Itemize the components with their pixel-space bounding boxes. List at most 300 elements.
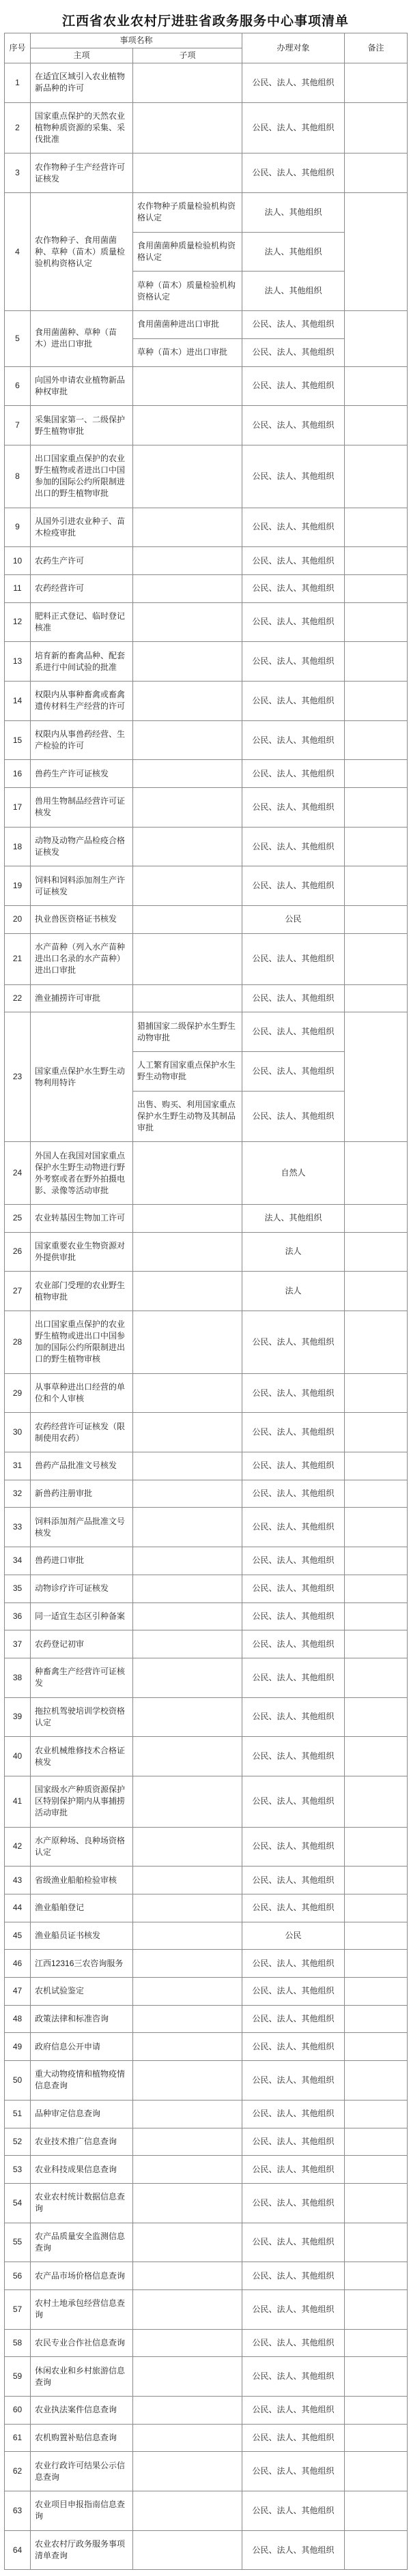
main-item-name: 政府信息公开申请 (31, 2033, 133, 2061)
applicant-object: 公民、法人、其他组织 (242, 1091, 345, 1142)
main-item-name: 水产原种场、良种场资格认定 (31, 1827, 133, 1867)
note-cell (345, 366, 408, 406)
table-row (5, 1373, 408, 1413)
sub-item-name (133, 1867, 242, 1894)
note-cell (345, 602, 408, 642)
matters-table-body (5, 33, 408, 2570)
sub-item-name (133, 63, 242, 103)
main-item-name: 农药生产许可 (31, 547, 133, 575)
table-row (5, 1602, 408, 1630)
sub-item-name (133, 2128, 242, 2156)
sub-item-name (133, 1272, 242, 1311)
table-header-row (5, 33, 408, 48)
main-item-name: 省级渔业船舶检验审核 (31, 1867, 133, 1894)
row-number: 58 (5, 2329, 31, 2357)
table-row (5, 760, 408, 788)
row-number: 3 (5, 153, 31, 193)
applicant-object: 公民、法人、其他组织 (242, 2424, 345, 2452)
table-row (5, 720, 408, 760)
main-item-name: 兽药进口审批 (31, 1547, 133, 1575)
main-item-name: 外国人在我国对国家重点保护水生野生动物进行野外考察或者在野外拍摄电影、录像等活动审批 (31, 1142, 133, 1205)
note-cell (345, 1776, 408, 1827)
main-item-name: 农产品市场价格信息查询 (31, 2262, 133, 2290)
note-cell (345, 2061, 408, 2101)
applicant-object: 公民、法人、其他组织 (242, 574, 345, 602)
note-cell (345, 682, 408, 721)
note-cell (345, 102, 408, 153)
note-cell (345, 906, 408, 934)
table-row (5, 1452, 408, 1480)
sub-item-name (133, 1776, 242, 1827)
note-cell (345, 1547, 408, 1575)
row-number: 35 (5, 1575, 31, 1602)
main-item-name: 农业执法案件信息查询 (31, 2397, 133, 2425)
table-row (5, 788, 408, 828)
row-number: 36 (5, 1602, 31, 1630)
main-item-name: 出口国家重点保护的农业野生植物或进出口中国参加的国际公约所限制进出口的野生植物审核 (31, 1311, 133, 1374)
main-item-name: 重大动物疫情和植物疫情信息查询 (31, 2061, 133, 2101)
applicant-object: 公民、法人、其他组织 (242, 102, 345, 153)
note-cell (345, 984, 408, 1012)
applicant-object: 公民、法人、其他组织 (242, 508, 345, 547)
row-number: 51 (5, 2100, 31, 2128)
document-title: 江西省农业农村厅进驻省政务服务中心事项清单 (61, 14, 349, 29)
row-number: 41 (5, 1776, 31, 1827)
sub-item-name (133, 153, 242, 193)
main-item-name: 农药登记初审 (31, 1630, 133, 1658)
sub-item-name (133, 1413, 242, 1452)
note-cell (345, 2262, 408, 2290)
applicant-object: 公民、法人、其他组织 (242, 1012, 345, 1052)
table-row (5, 311, 408, 339)
note-cell (345, 1894, 408, 1922)
sub-item-name (133, 2262, 242, 2290)
applicant-object: 公民、法人、其他组织 (242, 1894, 345, 1922)
row-number: 21 (5, 933, 31, 984)
note-cell (345, 63, 408, 103)
main-item-name: 政策法律和标准咨询 (31, 2005, 133, 2033)
applicant-object: 公民、法人、其他组织 (242, 2530, 345, 2570)
note-cell (345, 1413, 408, 1452)
sub-item-name: 食用菌菌种进出口审批 (133, 311, 242, 339)
table-row (5, 1547, 408, 1575)
sub-item-name (133, 1373, 242, 1413)
main-item-name: 国家重要农业生物资源对外提供审批 (31, 1232, 133, 1272)
note-cell (345, 508, 408, 547)
applicant-object: 公民、法人、其他组织 (242, 1452, 345, 1480)
row-number: 4 (5, 193, 31, 311)
sub-item-name (133, 1950, 242, 1978)
main-item-name: 国家重点保护水生野生动物利用特许 (31, 1012, 133, 1142)
applicant-object: 公民、法人、其他组织 (242, 2289, 345, 2329)
row-number: 47 (5, 1978, 31, 2006)
sub-item-name (133, 760, 242, 788)
applicant-object: 公民、法人、其他组织 (242, 1508, 345, 1547)
note-cell (345, 1602, 408, 1630)
note-cell (345, 1142, 408, 1205)
applicant-object: 公民、法人、其他组织 (242, 1950, 345, 1978)
row-number: 9 (5, 508, 31, 547)
note-cell (345, 406, 408, 445)
note-cell (345, 1575, 408, 1602)
applicant-object: 公民、法人、其他组织 (242, 1697, 345, 1737)
sub-item-name (133, 1311, 242, 1374)
row-number: 59 (5, 2357, 31, 2397)
applicant-object: 公民 (242, 1922, 345, 1950)
table-row (5, 1894, 408, 1922)
main-item-name: 动物及动物产品检疫合格证核发 (31, 827, 133, 866)
table-row (5, 602, 408, 642)
sub-item-name (133, 1480, 242, 1508)
sub-item-name (133, 2452, 242, 2491)
row-number: 44 (5, 1894, 31, 1922)
note-cell (345, 1373, 408, 1413)
applicant-object: 公民、法人、其他组织 (242, 2223, 345, 2262)
row-number: 27 (5, 1272, 31, 1311)
applicant-object: 公民、法人、其他组织 (242, 2183, 345, 2223)
applicant-object: 法人、其他组织 (242, 1204, 345, 1232)
sub-item-name: 草种（苗木）进出口审批 (133, 338, 242, 366)
applicant-object: 公民、法人、其他组织 (242, 2452, 345, 2491)
sub-item-name (133, 1508, 242, 1547)
sub-item-name (133, 102, 242, 153)
table-row (5, 2530, 408, 2570)
applicant-object: 公民、法人、其他组织 (242, 866, 345, 906)
note-cell (345, 1978, 408, 2006)
main-item-name: 农作物种子生产经营许可证核发 (31, 153, 133, 193)
table-row (5, 1480, 408, 1508)
note-cell (345, 2357, 408, 2397)
note-cell (345, 1950, 408, 1978)
sub-item-name (133, 1452, 242, 1480)
sub-item-name: 出售、购买、利用国家重点保护水生野生动物及其制品审批 (133, 1091, 242, 1142)
applicant-object: 公民、法人、其他组织 (242, 1658, 345, 1697)
table-row (5, 642, 408, 682)
note-cell (345, 1827, 408, 1867)
row-number: 45 (5, 1922, 31, 1950)
sub-item-name (133, 508, 242, 547)
main-item-name: 采集国家第一、二级保护野生植物审批 (31, 406, 133, 445)
main-item-name: 农业转基因生物加工许可 (31, 1204, 133, 1232)
applicant-object: 法人 (242, 1272, 345, 1311)
table-row (5, 1142, 408, 1205)
row-number: 14 (5, 682, 31, 721)
row-number: 37 (5, 1630, 31, 1658)
note-cell (345, 153, 408, 193)
table-row (5, 2033, 408, 2061)
applicant-object: 公民、法人、其他组织 (242, 1547, 345, 1575)
applicant-object: 法人、其他组织 (242, 232, 345, 272)
row-number: 32 (5, 1480, 31, 1508)
sub-item-name (133, 1827, 242, 1867)
table-row (5, 1978, 408, 2006)
sub-item-name (133, 642, 242, 682)
table-row (5, 2424, 408, 2452)
note-cell (345, 193, 408, 311)
sub-item-name (133, 1547, 242, 1575)
note-cell (345, 827, 408, 866)
row-number: 19 (5, 866, 31, 906)
table-row (5, 102, 408, 153)
main-item-name: 水产苗种（列入水产苗种进出口名录的水产苗种）进出口审批 (31, 933, 133, 984)
main-item-name: 农产品质量安全监测信息查询 (31, 2223, 133, 2262)
applicant-object: 公民、法人、其他组织 (242, 2061, 345, 2101)
main-item-name: 出口国家重点保护的农业野生植物或者进出口中国参加的国际公约所限制进出口的野生植物审批 (31, 445, 133, 508)
note-cell (345, 1480, 408, 1508)
applicant-object: 公民、法人、其他组织 (242, 1978, 345, 2006)
main-item-name: 同一适宜生态区引种备案 (31, 1602, 133, 1630)
table-row (5, 1575, 408, 1602)
sub-item-name (133, 720, 242, 760)
row-number: 34 (5, 1547, 31, 1575)
table-row (5, 1232, 408, 1272)
sub-item-name (133, 2289, 242, 2329)
sub-item-name (133, 1602, 242, 1630)
applicant-object: 公民、法人、其他组织 (242, 602, 345, 642)
sub-item-name (133, 2033, 242, 2061)
main-item-name: 农业农村厅政务服务事项清单查询 (31, 2530, 133, 2570)
note-cell (345, 445, 408, 508)
row-number: 55 (5, 2223, 31, 2262)
row-number: 12 (5, 602, 31, 642)
applicant-object: 公民、法人、其他组织 (242, 2329, 345, 2357)
main-item-name: 农业科技成果信息查询 (31, 2156, 133, 2184)
row-number: 30 (5, 1413, 31, 1452)
sub-item-name (133, 1204, 242, 1232)
header-object: 办理对象 (242, 33, 345, 63)
table-row (5, 153, 408, 193)
main-item-name: 食用菌菌种、草种（苗木）进出口审批 (31, 311, 133, 366)
applicant-object: 公民、法人、其他组织 (242, 63, 345, 103)
row-number: 49 (5, 2033, 31, 2061)
row-number: 20 (5, 906, 31, 934)
table-row (5, 508, 408, 547)
sub-item-name: 食用菌菌种质量检验机构资格认定 (133, 232, 242, 272)
table-row (5, 2128, 408, 2156)
row-number: 18 (5, 827, 31, 866)
sub-item-name (133, 2061, 242, 2101)
table-row (5, 2100, 408, 2128)
note-cell (345, 2100, 408, 2128)
note-cell (345, 2033, 408, 2061)
table-row (5, 2223, 408, 2262)
applicant-object: 公民、法人、其他组织 (242, 2397, 345, 2425)
main-item-name: 农业技术推广信息查询 (31, 2128, 133, 2156)
applicant-object: 公民、法人、其他组织 (242, 1630, 345, 1658)
table-row (5, 1697, 408, 1737)
table-row (5, 1413, 408, 1452)
table-row (5, 2357, 408, 2397)
note-cell (345, 1508, 408, 1547)
sub-item-name (133, 1697, 242, 1737)
applicant-object: 公民、法人、其他组织 (242, 1373, 345, 1413)
note-cell (345, 1012, 408, 1142)
main-item-name: 肥料正式登记、临时登记核准 (31, 602, 133, 642)
table-row (5, 1508, 408, 1547)
applicant-object: 公民、法人、其他组织 (242, 547, 345, 575)
sub-item-name (133, 1232, 242, 1272)
row-number: 62 (5, 2452, 31, 2491)
applicant-object: 公民、法人、其他组织 (242, 1575, 345, 1602)
applicant-object: 公民、法人、其他组织 (242, 1602, 345, 1630)
applicant-object: 公民、法人、其他组织 (242, 1827, 345, 1867)
main-item-name: 农机试验鉴定 (31, 1978, 133, 2006)
row-number: 46 (5, 1950, 31, 1978)
applicant-object: 公民、法人、其他组织 (242, 2100, 345, 2128)
note-cell (345, 1452, 408, 1480)
table-row (5, 933, 408, 984)
note-cell (345, 1697, 408, 1737)
table-row (5, 2005, 408, 2033)
applicant-object: 公民、法人、其他组织 (242, 760, 345, 788)
table-row (5, 2289, 408, 2329)
table-row (5, 406, 408, 445)
note-cell (345, 933, 408, 984)
row-number: 28 (5, 1311, 31, 1374)
applicant-object: 法人、其他组织 (242, 193, 345, 233)
applicant-object: 公民、法人、其他组织 (242, 311, 345, 339)
main-item-name: 种畜禽生产经营许可证核发 (31, 1658, 133, 1697)
row-number: 6 (5, 366, 31, 406)
sub-item-name (133, 1894, 242, 1922)
applicant-object: 公民、法人、其他组织 (242, 1867, 345, 1894)
table-row (5, 2183, 408, 2223)
main-item-name: 渔业船员证书核发 (31, 1922, 133, 1950)
main-item-name: 国家重点保护的天然农业植物种质资源的采集、采伐批准 (31, 102, 133, 153)
applicant-object: 法人 (242, 1232, 345, 1272)
row-number: 48 (5, 2005, 31, 2033)
sub-item-name (133, 682, 242, 721)
main-item-name: 农业部门受理的农业野生植物审批 (31, 1272, 133, 1311)
table-row (5, 984, 408, 1012)
sub-item-name (133, 1575, 242, 1602)
applicant-object: 公民、法人、其他组织 (242, 642, 345, 682)
table-row (5, 574, 408, 602)
sub-item-name (133, 866, 242, 906)
header-no: 序号 (5, 33, 31, 63)
row-number: 10 (5, 547, 31, 575)
note-cell (345, 2530, 408, 2570)
main-item-name: 农药经营许可证核发（限制使用农药） (31, 1413, 133, 1452)
main-item-name: 饲料添加剂产品批准文号核发 (31, 1508, 133, 1547)
row-number: 52 (5, 2128, 31, 2156)
sub-item-name (133, 2424, 242, 2452)
sub-item-name (133, 933, 242, 984)
row-number: 33 (5, 1508, 31, 1547)
row-number: 56 (5, 2262, 31, 2290)
main-item-name: 动物诊疗许可证核发 (31, 1575, 133, 1602)
main-item-name: 休闲农业和乡村旅游信息查询 (31, 2357, 133, 2397)
table-row (5, 1950, 408, 1978)
applicant-object: 公民、法人、其他组织 (242, 1776, 345, 1827)
sub-item-name (133, 788, 242, 828)
applicant-object: 公民、法人、其他组织 (242, 1480, 345, 1508)
row-number: 53 (5, 2156, 31, 2184)
row-number: 2 (5, 102, 31, 153)
note-cell (345, 2397, 408, 2425)
main-item-name: 从事草种进出口经营的单位和个人审核 (31, 1373, 133, 1413)
table-row (5, 366, 408, 406)
sub-item-name (133, 2491, 242, 2531)
note-cell (345, 1737, 408, 1776)
sub-item-name: 猎捕国家二级保护水生野生动物审批 (133, 1012, 242, 1052)
table-row (5, 1311, 408, 1374)
applicant-object: 公民、法人、其他组织 (242, 2033, 345, 2061)
sub-item-name: 人工繁育国家重点保护水生野生动物审批 (133, 1051, 242, 1091)
main-item-name: 在适宜区域引入农业植物新品种的许可 (31, 63, 133, 103)
sub-item-name (133, 2005, 242, 2033)
applicant-object: 公民、法人、其他组织 (242, 2128, 345, 2156)
row-number: 26 (5, 1232, 31, 1272)
row-number: 7 (5, 406, 31, 445)
applicant-object: 自然人 (242, 1142, 345, 1205)
row-number: 63 (5, 2491, 31, 2531)
note-cell (345, 1272, 408, 1311)
note-cell (345, 1311, 408, 1374)
main-item-name: 新兽药注册审批 (31, 1480, 133, 1508)
applicant-object: 公民、法人、其他组织 (242, 682, 345, 721)
table-row (5, 445, 408, 508)
row-number: 43 (5, 1867, 31, 1894)
row-number: 57 (5, 2289, 31, 2329)
table-row (5, 1776, 408, 1827)
note-cell (345, 2005, 408, 2033)
table-row (5, 1867, 408, 1894)
sub-item-name: 农作物种子质量检验机构资格认定 (133, 193, 242, 233)
row-number: 5 (5, 311, 31, 366)
applicant-object: 公民、法人、其他组织 (242, 1311, 345, 1374)
table-row (5, 1658, 408, 1697)
applicant-object: 公民、法人、其他组织 (242, 984, 345, 1012)
row-number: 64 (5, 2530, 31, 2570)
row-number: 29 (5, 1373, 31, 1413)
sub-item-name (133, 984, 242, 1012)
sub-item-name (133, 445, 242, 508)
row-number: 54 (5, 2183, 31, 2223)
sub-item-name (133, 547, 242, 575)
table-row (5, 2397, 408, 2425)
main-item-name: 权限内从事种畜禽或畜禽遗传材料生产经营的许可 (31, 682, 133, 721)
table-row (5, 2061, 408, 2101)
table-row (5, 547, 408, 575)
sub-item-name (133, 2530, 242, 2570)
main-item-name: 饲料和饲料添加剂生产许可证核发 (31, 866, 133, 906)
header-main: 主项 (31, 48, 133, 63)
main-item-name: 兽药产品批准文号核发 (31, 1452, 133, 1480)
sub-item-name (133, 366, 242, 406)
main-item-name: 国家级水产种质资源保护区特别保护期内从事捕捞活动审批 (31, 1776, 133, 1827)
table-row (5, 1272, 408, 1311)
sub-item-name (133, 1978, 242, 2006)
row-number: 31 (5, 1452, 31, 1480)
note-cell (345, 1204, 408, 1232)
applicant-object: 公民、法人、其他组织 (242, 1413, 345, 1452)
table-row (5, 193, 408, 233)
note-cell (345, 2491, 408, 2531)
note-cell (345, 2289, 408, 2329)
note-cell (345, 1630, 408, 1658)
main-item-name: 拖拉机驾驶培训学校资格认定 (31, 1697, 133, 1737)
applicant-object: 公民、法人、其他组织 (242, 445, 345, 508)
sub-item-name: 草种（苗木）质量检验机构资格认定 (133, 272, 242, 311)
main-item-name: 农业行政许可结果公示信息查询 (31, 2452, 133, 2491)
sub-item-name (133, 2156, 242, 2184)
row-number: 40 (5, 1737, 31, 1776)
row-number: 16 (5, 760, 31, 788)
row-number: 24 (5, 1142, 31, 1205)
header-item-name: 事项名称 (31, 33, 242, 48)
table-row (5, 2329, 408, 2357)
